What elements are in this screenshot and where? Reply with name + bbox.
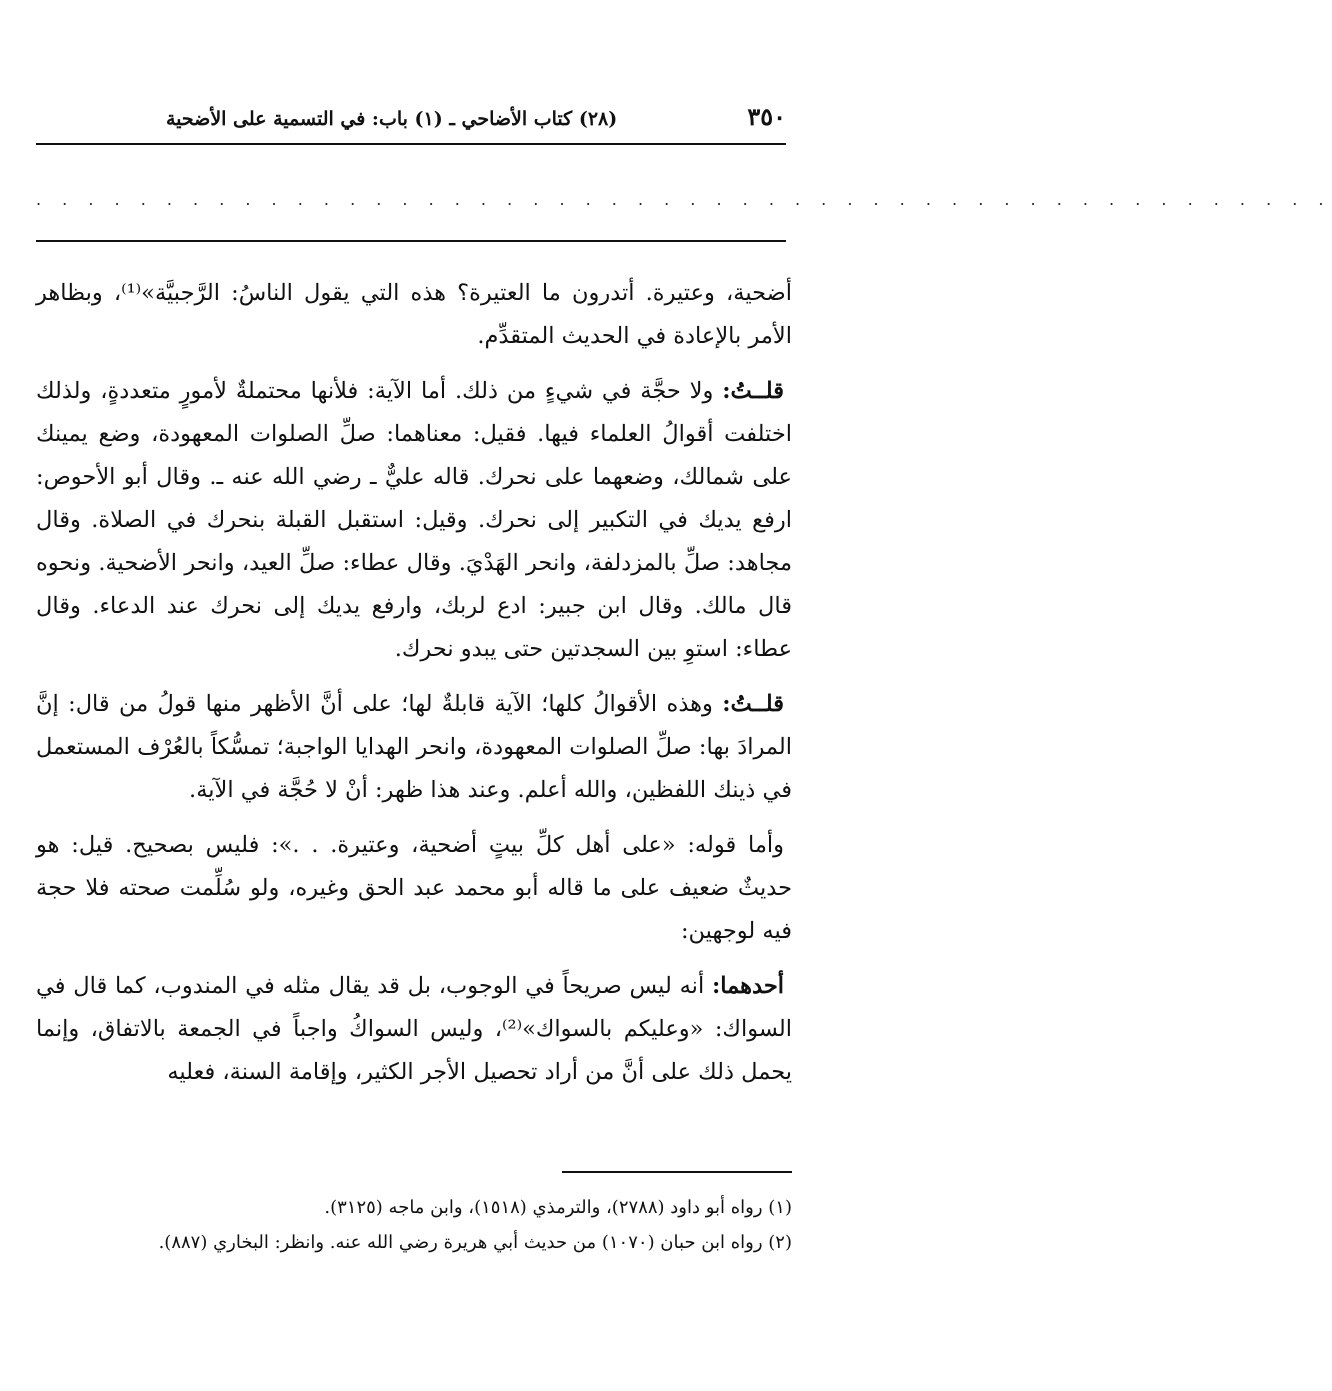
paragraph-lead: قلــتُ: (722, 378, 784, 404)
page-number: ٣٥٠ (747, 102, 786, 131)
header-rule (36, 143, 786, 145)
paragraph-lead: أحدهما: (711, 973, 784, 999)
footnotes (36, 1190, 792, 1260)
section-rule (36, 240, 786, 242)
paragraph-body: أنه ليس صريحاً في الوجوب، بل قد يقال مثله في المندوب، كما قال في السواك: «وعليكم بالسواك»⁽²⁾، وليس السواكُ واجباً في الجمعة بالاتفاق، وإنما يحمل ذلك على أنَّ من أراد تحصيل الأجر الكثير، وإقامة السنة، فعليه (36, 973, 792, 1085)
running-title: (٢٨) كتاب الأضاحي ـ (١) باب: في التسمية على الأضحية (166, 108, 618, 130)
paragraph-body: ولا حجَّة في شيءٍ من ذلك. أما الآية: فلأنها محتملةٌ لأمورٍ متعددةٍ، ولذلك اختلفت أقوالُ العلماء فيها. فقيل: معناهما: صلِّ الصلوات المعهودة، وضع يمينك على شمالك، وضعهما على نحرك. قاله عليٌّ ـ رضي الله عنه ـ. وقال أبو الأحوص: ارفع يديك في التكبير إلى نحرك. وقيل: استقبل القبلة بنحرك في الصلاة. وقال مجاهد: صلِّ بالمزدلفة، وانحر الهَدْيَ. وقال عطاء: صلِّ العيد، وانحر الأضحية. ونحوه قال مالك. وقال ابن جبير: ادع لربك، وارفع يديك إلى نحرك عند الدعاء. وقال عطاء: استوِ بين السجدتين حتى يبدو نحرك. (36, 378, 793, 662)
paragraph-body: وأما قوله: «على أهل كلِّ بيتٍ أضحية، وعتيرة. . .»: فليس بصحيح. قيل: هو حديثٌ ضعيف على ما قاله أبو محمد عبد الحق وغيره، ولو سُلِّمت صحته فلا حجة فيه لوجهين: (36, 832, 792, 944)
paragraph-5 (36, 965, 792, 1094)
paragraph-2 (36, 370, 792, 671)
paragraph-lead: قلــتُ: (722, 691, 784, 717)
paragraph-4 (36, 824, 792, 953)
paragraph-body: أضحية، وعتيرة. أتدرون ما العتيرة؟ هذه التي يقول الناسُ: الرَّجبيَّة»⁽¹⁾، وبظاهر الأمر بالإعادة في الحديث المتقدِّم. (36, 280, 792, 349)
ellipsis-dots: . . . . . . . . . . . . . . . . . . . . . . . . . . . . . . . . . . . . . . . . . . . . . . . . . . (36, 190, 1332, 209)
paragraph-1 (36, 272, 792, 358)
paragraph-body: وهذه الأقوالُ كلها؛ الآية قابلةٌ لها؛ على أنَّ الأظهر منها قولُ من قال: إنَّ المرادَ بها: صلِّ الصلوات المعهودة، وانحر الهدايا الواجبة؛ تمسُّكاً بالعُرْف المستعمل في ذينك اللفظين، والله أعلم. وعند هذا ظهر: أنْ لا حُجَّة في الآية. (36, 691, 792, 803)
main-text (36, 272, 792, 1106)
footnote-1: (١) رواه أبو داود (٢٧٨٨)، والترمذي (١٥١٨)، وابن ماجه (٣١٢٥). (324, 1197, 792, 1218)
footnote-2: (٢) رواه ابن حبان (١٠٧٠) من حديث أبي هريرة رضي الله عنه. وانظر: البخاري (٨٨٧). (158, 1232, 792, 1253)
footnote-rule (562, 1171, 792, 1173)
paragraph-3 (36, 683, 792, 812)
footnote-rule-container (36, 1171, 792, 1173)
page-header (36, 100, 786, 140)
